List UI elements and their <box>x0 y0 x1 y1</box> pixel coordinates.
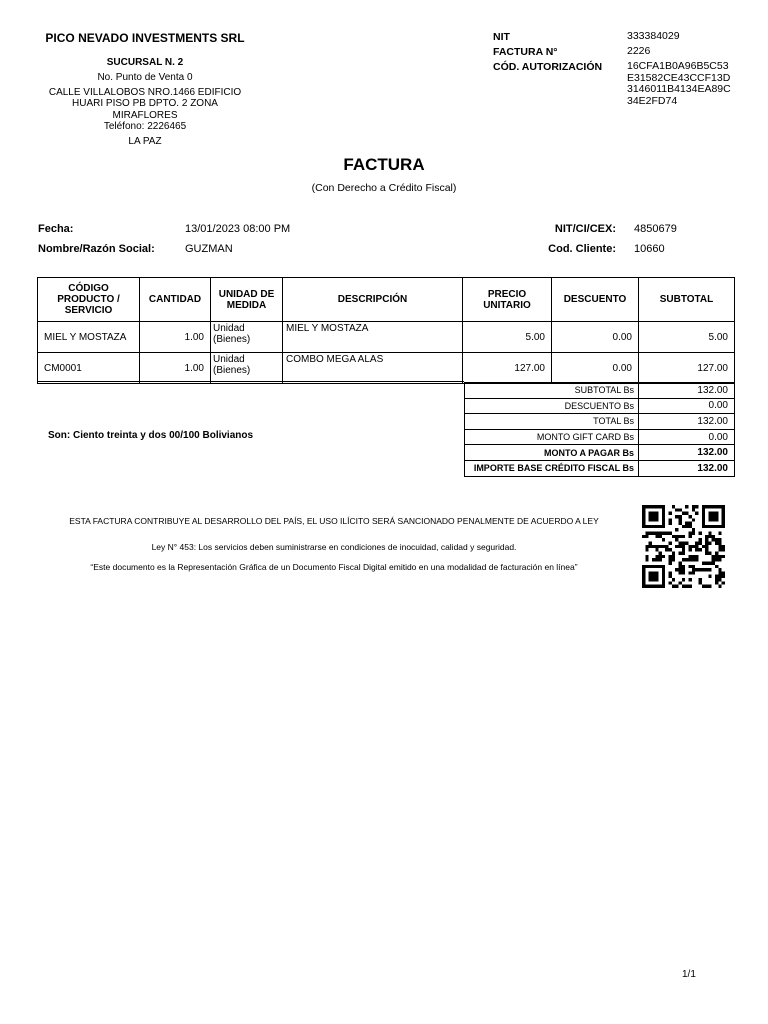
totals-label: TOTAL Bs <box>465 414 639 430</box>
cell-unit-line: Unidad <box>213 323 245 334</box>
totals-label: SUBTOTAL Bs <box>465 383 639 399</box>
cell-quantity: 1.00 <box>140 322 211 353</box>
totals-row-amount-due <box>465 445 735 461</box>
cell-unit <box>211 322 283 353</box>
cell-description: COMBO MEGA ALAS <box>283 353 463 384</box>
authorization-code-line: 34E2FD74 <box>627 94 678 107</box>
cell-unit <box>211 353 283 384</box>
date-label: Fecha: <box>38 223 74 235</box>
cell-subtotal: 127.00 <box>639 353 735 384</box>
totals-row-discount <box>465 398 735 414</box>
totals-value: 132.00 <box>639 414 735 430</box>
authorization-code-value <box>627 61 731 107</box>
client-nit-label: NIT/CI/CEX: <box>554 223 616 235</box>
client-code-label: Cod. Cliente: <box>548 243 616 255</box>
invoice-number-value: 2226 <box>627 45 651 57</box>
page-number: 1/1 <box>682 969 696 980</box>
company-phone: Teléfono: 2226465 <box>103 121 187 132</box>
col-header-discount: DESCUENTO <box>552 278 639 322</box>
company-name: PICO NEVADO INVESTMENTS SRL <box>45 31 245 45</box>
invoice-number-label: FACTURA N° <box>493 46 558 58</box>
address-line-2: HUARI PISO PB DPTO. 2 ZONA <box>72 98 218 109</box>
col-header-code-line: SERVICIO <box>64 305 113 316</box>
totals-row-gift-card <box>465 429 735 445</box>
nit-value: 333384029 <box>627 30 680 42</box>
cell-quantity: 1.00 <box>140 353 211 384</box>
totals-value: 132.00 <box>639 460 735 476</box>
totals-label: MONTO GIFT CARD Bs <box>465 429 639 445</box>
cell-unit-line: (Bienes) <box>213 365 251 376</box>
cell-unit-line: Unidad <box>213 354 245 365</box>
table-row <box>38 353 735 384</box>
company-city: LA PAZ <box>128 136 162 147</box>
cell-code: MIEL Y MOSTAZA <box>38 322 140 353</box>
document-subtitle: (Con Derecho a Crédito Fiscal) <box>311 182 457 194</box>
col-header-description: DESCRIPCIÓN <box>283 278 463 322</box>
col-header-unit-price <box>463 278 552 322</box>
totals-label: IMPORTE BASE CRÉDITO FISCAL Bs <box>465 460 639 476</box>
legend-main: ESTA FACTURA CONTRIBUYE AL DESARROLLO DEL PAÍS, EL USO ILÍCITO SERÁ SANCIONADO PENALMENTE DE ACUERDO A LEY <box>69 516 599 526</box>
authorization-code-line: E31582CE43CCF13D <box>627 71 731 84</box>
totals-row-total <box>465 414 735 430</box>
totals-row-tax-base <box>465 460 735 476</box>
client-nit-value: 4850679 <box>634 223 677 235</box>
client-name-label: Nombre/Razón Social: <box>38 243 155 255</box>
legend-law: Ley N° 453: Los servicios deben suministrarse en condiciones de inocuidad, calidad y seguridad. <box>151 542 517 552</box>
totals-value: 132.00 <box>639 445 735 461</box>
col-header-unit <box>211 278 283 322</box>
cell-unit-line: (Bienes) <box>213 334 251 345</box>
cell-description: MIEL Y MOSTAZA <box>283 322 463 353</box>
totals-label: DESCUENTO Bs <box>465 398 639 414</box>
totals-table <box>464 382 735 477</box>
client-code-value: 10660 <box>634 243 665 255</box>
point-of-sale: No. Punto de Venta 0 <box>97 72 193 83</box>
legend-digital: “Este documento es la Representación Gráfica de un Documento Fiscal Digital emitido en una modalidad de facturación en línea” <box>90 562 578 572</box>
totals-value: 132.00 <box>639 383 735 399</box>
table-row <box>38 322 735 353</box>
col-header-subtotal: SUBTOTAL <box>639 278 735 322</box>
col-header-quantity: CANTIDAD <box>140 278 211 322</box>
col-header-code-line: PRODUCTO / <box>57 294 120 305</box>
authorization-code-label: CÓD. AUTORIZACIÓN <box>493 61 603 73</box>
cell-code: CM0001 <box>38 353 140 384</box>
authorization-code-line: 16CFA1B0A96B5C53 <box>627 60 729 72</box>
table-bottom-rule <box>37 381 464 382</box>
cell-discount: 0.00 <box>552 322 639 353</box>
col-header-code <box>38 278 140 322</box>
col-header-unit-price-line: UNITARIO <box>483 299 531 311</box>
col-header-code-line: CÓDIGO <box>68 283 109 294</box>
nit-label: NIT <box>493 31 510 43</box>
address-line-3: MIRAFLORES <box>112 110 178 121</box>
col-header-unit-line: MEDIDA <box>226 299 267 311</box>
amount-in-words: Son: Ciento treinta y dos 00/100 Bolivianos <box>48 430 254 441</box>
cell-unit-price: 127.00 <box>463 353 552 384</box>
authorization-code-line: 3146011B4134EA89C <box>627 83 731 95</box>
document-title: FACTURA <box>343 155 425 174</box>
address-line-1: CALLE VILLALOBOS NRO.1466 EDIFICIO <box>48 87 242 98</box>
totals-row-subtotal <box>465 383 735 399</box>
cell-subtotal: 5.00 <box>639 322 735 353</box>
qr-code-icon <box>642 505 725 588</box>
cell-discount: 0.00 <box>552 353 639 384</box>
cell-unit-price: 5.00 <box>463 322 552 353</box>
items-table <box>37 277 735 384</box>
col-header-unit-line: UNIDAD DE <box>218 288 275 300</box>
date-value: 13/01/2023 08:00 PM <box>185 223 291 235</box>
col-header-unit-price-line: PRECIO <box>487 288 527 300</box>
totals-label: MONTO A PAGAR Bs <box>465 445 639 461</box>
totals-value: 0.00 <box>639 398 735 414</box>
items-table-header <box>38 278 735 322</box>
totals-value: 0.00 <box>639 429 735 445</box>
client-name-value: GUZMAN <box>185 243 233 255</box>
branch-name: SUCURSAL N. 2 <box>106 57 184 68</box>
